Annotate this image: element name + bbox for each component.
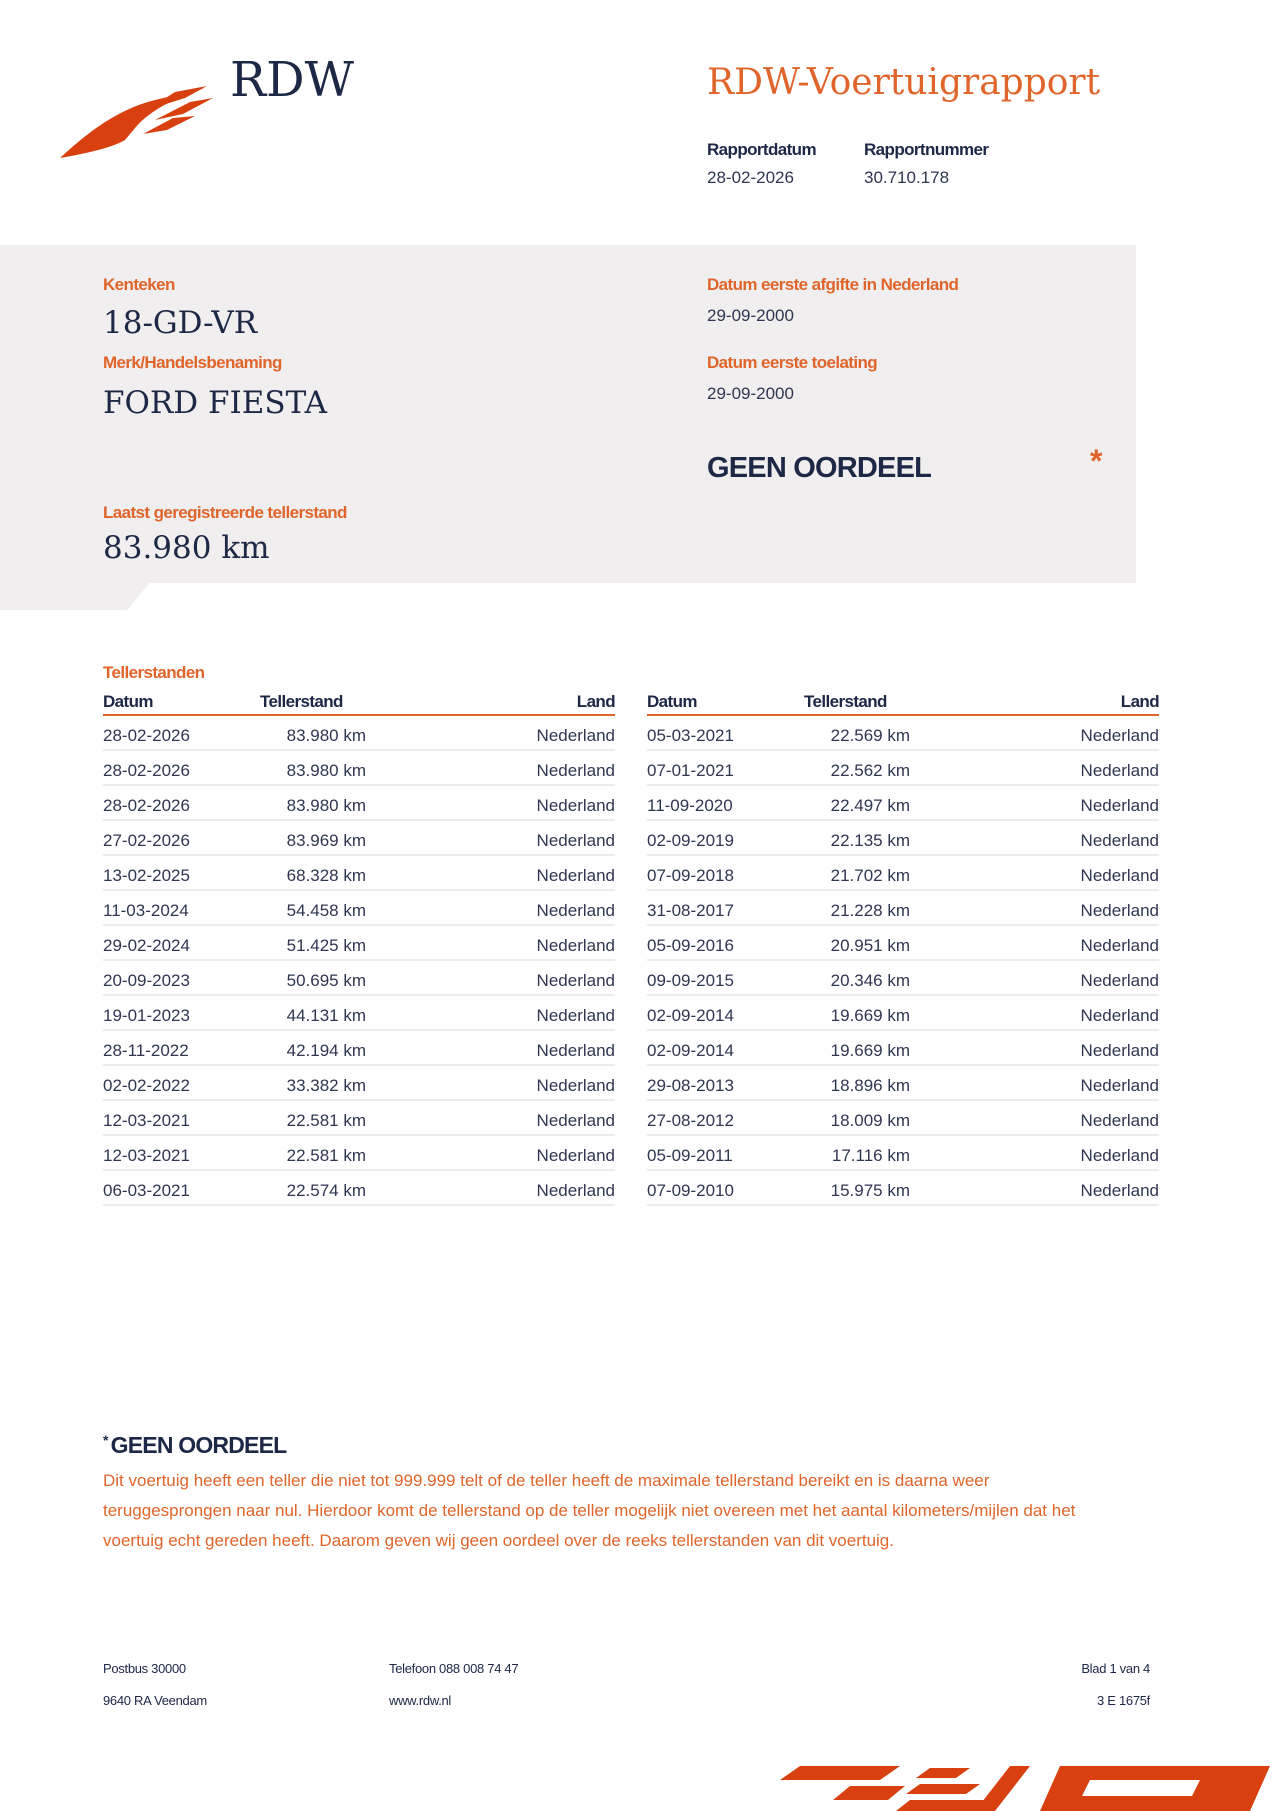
reading-km: 83.980 km: [286, 761, 366, 780]
reading-date: 07-01-2021: [647, 761, 734, 780]
report-number-label: Rapportnummer: [864, 140, 989, 159]
reading-date: 09-09-2015: [647, 971, 734, 990]
footer-doc-code: 3 E 1675f: [1097, 1693, 1150, 1708]
reading-date: 27-08-2012: [647, 1111, 734, 1130]
plate-value: 18-GD-VR: [103, 305, 258, 341]
make-label: Merk/Handelsbenaming: [103, 353, 282, 372]
reading-km: 44.131 km: [286, 1006, 366, 1025]
reading-date: 06-03-2021: [103, 1181, 190, 1200]
readings-table-right: [647, 692, 1159, 1206]
footer-page-number: Blad 1 van 4: [1081, 1661, 1150, 1676]
reading-country: Nederland: [1080, 866, 1159, 885]
table-row: [103, 1136, 615, 1171]
reading-date: 28-02-2026: [103, 726, 190, 745]
header-country: Land: [1120, 692, 1159, 711]
table-row: [647, 856, 1159, 891]
reading-date: 07-09-2018: [647, 866, 734, 885]
table-header: [647, 692, 1159, 716]
table-row: [103, 1031, 615, 1066]
report-number-value: 30.710.178: [864, 168, 950, 187]
reading-km: 19.669 km: [830, 1006, 910, 1025]
reading-km: 54.458 km: [286, 901, 366, 920]
table-row: [103, 716, 615, 751]
table-row: [647, 1136, 1159, 1171]
reading-date: 20-09-2023: [103, 971, 190, 990]
reading-km: 15.975 km: [830, 1181, 910, 1200]
reading-date: 31-08-2017: [647, 901, 734, 920]
table-row: [647, 786, 1159, 821]
reading-country: Nederland: [536, 1181, 615, 1200]
header-reading: Tellerstand: [260, 692, 343, 711]
reading-km: 33.382 km: [286, 1076, 366, 1095]
reading-country: Nederland: [1080, 1006, 1159, 1025]
reading-country: Nederland: [536, 1111, 615, 1130]
table-row: [103, 1101, 615, 1136]
reading-country: Nederland: [536, 971, 615, 990]
reading-date: 11-09-2020: [647, 796, 733, 815]
reading-date: 05-03-2021: [647, 726, 734, 745]
reading-km: 18.896 km: [830, 1076, 910, 1095]
reading-country: Nederland: [536, 901, 615, 920]
table-row: [103, 1171, 615, 1206]
reading-km: 83.969 km: [286, 831, 366, 850]
table-row: [647, 996, 1159, 1031]
header-date: Datum: [647, 692, 697, 711]
table-row: [647, 751, 1159, 786]
reading-date: 02-02-2022: [103, 1076, 190, 1095]
reading-km: 50.695 km: [286, 971, 366, 990]
first-issue-value: 29-09-2000: [707, 306, 794, 325]
reading-country: Nederland: [1080, 796, 1159, 815]
plate-label: Kenteken: [103, 275, 175, 294]
reading-date: 28-02-2026: [103, 796, 190, 815]
note-marker: *: [103, 1432, 108, 1448]
reading-country: Nederland: [536, 866, 615, 885]
reading-km: 19.669 km: [830, 1041, 910, 1060]
reading-date: 11-03-2024: [103, 901, 189, 920]
reading-country: Nederland: [536, 726, 615, 745]
table-row: [647, 926, 1159, 961]
reading-km: 22.569 km: [830, 726, 910, 745]
reading-date: 28-02-2026: [103, 761, 190, 780]
reading-country: Nederland: [1080, 726, 1159, 745]
header-date: Datum: [103, 692, 153, 711]
logo-wordmark: RDW: [230, 52, 354, 108]
note-text: Dit voertuig heeft een teller die niet tot 999.999 telt of de teller heeft de maximale tellerstand bereikt en is daarna weer teruggesprongen naar nul. Hierdoor komt de tellerstand op de teller mogelijk niet overeen met het aantal kilometers/mijlen dat het voertuig echt gereden heeft. Daarom geven wij geen oordeel over de reeks tellerstanden van dit voertuig.: [103, 1471, 1076, 1550]
table-row: [103, 891, 615, 926]
report-date-value: 28-02-2026: [707, 168, 794, 187]
reading-date: 05-09-2011: [647, 1146, 733, 1165]
table-row: [647, 891, 1159, 926]
reading-date: 29-02-2024: [103, 936, 190, 955]
reading-country: Nederland: [536, 1146, 615, 1165]
reading-km: 83.980 km: [286, 796, 366, 815]
table-row: [647, 961, 1159, 996]
table-row: [647, 1101, 1159, 1136]
verdict-text: GEEN OORDEEL: [707, 452, 932, 484]
reading-km: 22.581 km: [286, 1111, 366, 1130]
reading-date: 19-01-2023: [103, 1006, 190, 1025]
footer-city: 9640 RA Veendam: [103, 1693, 207, 1708]
header-country: Land: [576, 692, 615, 711]
reading-km: 22.135 km: [830, 831, 910, 850]
reading-km: 21.228 km: [830, 901, 910, 920]
reading-km: 22.562 km: [830, 761, 910, 780]
reading-km: 83.980 km: [286, 726, 366, 745]
reading-date: 29-08-2013: [647, 1076, 734, 1095]
reading-country: Nederland: [1080, 1111, 1159, 1130]
footer-stripes-decoration: [730, 1760, 1280, 1811]
table-row: [103, 926, 615, 961]
reading-date: 28-11-2022: [103, 1041, 189, 1060]
reading-km: 21.702 km: [830, 866, 910, 885]
reading-km: 20.346 km: [830, 971, 910, 990]
reading-date: 27-02-2026: [103, 831, 190, 850]
rdw-logo-icon: [55, 80, 215, 162]
note-title-text: GEEN OORDEEL: [110, 1432, 287, 1458]
reading-country: Nederland: [1080, 1041, 1159, 1060]
panel-tail-decoration: [0, 582, 150, 610]
reading-date: 07-09-2010: [647, 1181, 734, 1200]
table-row: [103, 751, 615, 786]
reading-country: Nederland: [536, 761, 615, 780]
page-title: RDW-Voertuigrapport: [707, 62, 1101, 103]
reading-date: 02-09-2014: [647, 1006, 734, 1025]
reading-date: 02-09-2014: [647, 1041, 734, 1060]
footer-phone: Telefoon 088 008 74 47: [389, 1661, 519, 1676]
reading-date: 12-03-2021: [103, 1146, 190, 1165]
first-issue-label: Datum eerste afgifte in Nederland: [707, 275, 959, 294]
first-admission-value: 29-09-2000: [707, 384, 794, 403]
reading-country: Nederland: [1080, 761, 1159, 780]
odometer-label: Laatst geregistreerde tellerstand: [103, 503, 347, 522]
note-title: [103, 1432, 286, 1459]
table-row: [647, 716, 1159, 751]
reading-country: Nederland: [536, 796, 615, 815]
readings-section-title: Tellerstanden: [103, 663, 205, 682]
report-date-label: Rapportdatum: [707, 140, 816, 159]
reading-km: 20.951 km: [830, 936, 910, 955]
reading-country: Nederland: [1080, 971, 1159, 990]
reading-km: 17.116 km: [831, 1146, 910, 1165]
reading-country: Nederland: [536, 1076, 615, 1095]
table-row: [647, 1171, 1159, 1206]
reading-country: Nederland: [536, 936, 615, 955]
table-header: [103, 692, 615, 716]
readings-table-left: [103, 692, 615, 1206]
reading-country: Nederland: [1080, 1146, 1159, 1165]
verdict-marker: *: [1090, 443, 1103, 479]
footer-postbus: Postbus 30000: [103, 1661, 186, 1676]
reading-km: 18.009 km: [830, 1111, 910, 1130]
reading-km: 51.425 km: [286, 936, 366, 955]
table-row: [103, 786, 615, 821]
reading-country: Nederland: [1080, 1181, 1159, 1200]
table-row: [103, 821, 615, 856]
reading-date: 13-02-2025: [103, 866, 190, 885]
footer-website[interactable]: www.rdw.nl: [389, 1693, 452, 1708]
reading-date: 02-09-2019: [647, 831, 734, 850]
reading-country: Nederland: [536, 1006, 615, 1025]
reading-date: 05-09-2016: [647, 936, 734, 955]
first-admission-label: Datum eerste toelating: [707, 353, 878, 372]
reading-km: 42.194 km: [286, 1041, 366, 1060]
header-reading: Tellerstand: [804, 692, 887, 711]
table-row: [103, 856, 615, 891]
reading-country: Nederland: [1080, 831, 1159, 850]
reading-km: 68.328 km: [286, 866, 366, 885]
reading-km: 22.581 km: [286, 1146, 366, 1165]
reading-date: 12-03-2021: [103, 1111, 190, 1130]
reading-country: Nederland: [1080, 936, 1159, 955]
table-row: [647, 821, 1159, 856]
table-row: [103, 1066, 615, 1101]
table-row: [103, 996, 615, 1031]
reading-country: Nederland: [536, 831, 615, 850]
reading-country: Nederland: [536, 1041, 615, 1060]
table-row: [647, 1031, 1159, 1066]
table-row: [103, 961, 615, 996]
reading-country: Nederland: [1080, 901, 1159, 920]
make-value: FORD FIESTA: [103, 385, 327, 421]
table-row: [647, 1066, 1159, 1101]
reading-km: 22.497 km: [830, 796, 910, 815]
reading-country: Nederland: [1080, 1076, 1159, 1095]
reading-km: 22.574 km: [286, 1181, 366, 1200]
odometer-value: 83.980 km: [103, 530, 270, 566]
